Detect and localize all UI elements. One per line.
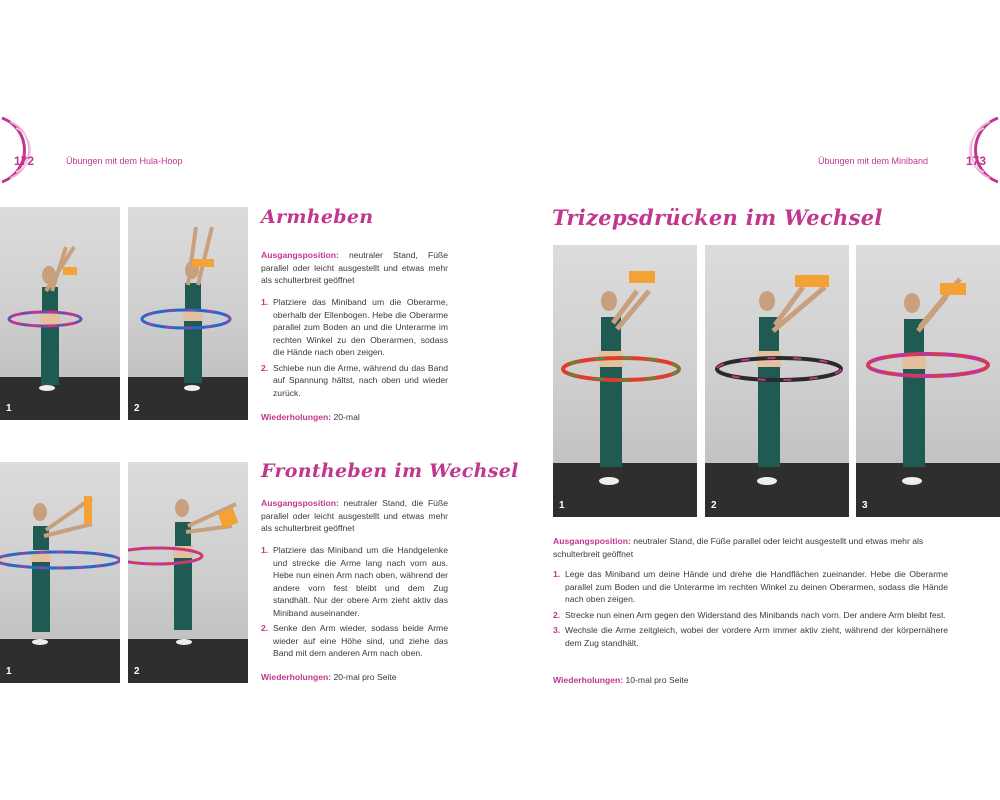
reps-value: 10-mal pro Seite bbox=[623, 675, 689, 685]
exercise-photo bbox=[0, 462, 120, 683]
page-number-right: 173 bbox=[966, 154, 987, 168]
exercise-photo bbox=[553, 245, 697, 517]
step-text: Lege das Miniband um deine Hände und drehe die Handflächen zueinander. Hebe die Oberarme parallel zum Boden und die Unterarme im rechten Winkel zu deinen Oberarmen, sodass die Hände nach oben zeigen. bbox=[565, 569, 948, 604]
woman-hoop-figure bbox=[705, 245, 849, 517]
start-text: neutraler Stand, die Füße parallel oder leicht ausgestellt und etwas mehr als schulterbreit geöffnet bbox=[261, 498, 448, 533]
repetitions bbox=[261, 412, 360, 422]
running-head-right: Übungen mit dem Miniband bbox=[818, 156, 929, 166]
step-text: Strecke nun einen Arm gegen den Widerstand des Minibands nach vorn. Der andere Arm bleibt fest. bbox=[565, 609, 946, 620]
reps-label: Wiederholungen: bbox=[553, 675, 624, 685]
repetitions bbox=[553, 675, 689, 685]
exercise-photo bbox=[128, 207, 248, 420]
start-text: neutraler Stand, Füße parallel oder leicht ausgestellt und etwas mehr als schulterbreit geöffnet bbox=[261, 250, 448, 285]
running-head-left: Übungen mit dem Hula-Hoop bbox=[66, 156, 183, 166]
step-number: 1. bbox=[261, 297, 269, 307]
step-list bbox=[261, 544, 448, 663]
exercise-photo bbox=[128, 462, 248, 683]
photo-number: 2 bbox=[711, 500, 717, 511]
start-position bbox=[261, 249, 448, 287]
woman-hoop-figure bbox=[856, 245, 1000, 517]
step-number: 1. bbox=[261, 545, 269, 555]
repetitions bbox=[261, 672, 397, 682]
step-item bbox=[261, 544, 448, 619]
photo-number: 2 bbox=[134, 403, 140, 414]
exercise-photo bbox=[705, 245, 849, 517]
step-number: 2. bbox=[553, 609, 561, 620]
exercise-title: Frontheben im Wechsel bbox=[261, 460, 519, 482]
step-list bbox=[261, 296, 448, 402]
step-item bbox=[553, 609, 948, 622]
woman-hoop-figure bbox=[0, 462, 120, 683]
step-number: 2. bbox=[261, 362, 269, 373]
exercise-photo bbox=[0, 207, 120, 420]
step-number: 2. bbox=[261, 623, 269, 633]
step-item bbox=[261, 622, 448, 660]
exercise-title: Trizepsdrücken im Wechsel bbox=[552, 205, 883, 230]
header-arc-left bbox=[0, 112, 64, 186]
step-text: Platziere das Miniband um die Oberarme, oberhalb der Ellenbogen. Hebe die Oberarme parallel zum Boden an und die Unterarme im rechten Winkel zu den Oberarmen, sodass die Hände nach oben zeigen. bbox=[273, 297, 448, 357]
step-text: Senke den Arm wieder, sodass beide Arme wieder auf eine Höhe sind, und ziehe das Band mit dem anderen Arm nach oben. bbox=[273, 623, 448, 658]
reps-value: 20-mal pro Seite bbox=[331, 672, 397, 682]
start-text: neutraler Stand, die Füße parallel oder leicht ausgestellt und etwas mehr als schulterbreit geöffnet bbox=[553, 536, 924, 559]
page-number-left: 172 bbox=[14, 154, 35, 168]
photo-number: 1 bbox=[6, 666, 12, 677]
step-item bbox=[553, 568, 948, 606]
step-item bbox=[261, 362, 448, 400]
step-text: Wechsle die Arme zeitgleich, wobei der vordere Arm immer aktiv zieht, während der körpernähere dem Zug standhält. bbox=[565, 625, 948, 648]
header-arc-right bbox=[936, 112, 1000, 186]
step-text: Schiebe nun die Arme, während du das Band auf Spannung hältst, nach oben und wieder zurück. bbox=[273, 362, 448, 398]
woman-hoop-figure bbox=[553, 245, 697, 517]
start-label: Ausgangsposition: bbox=[261, 250, 339, 260]
start-position bbox=[553, 535, 948, 560]
step-list bbox=[553, 568, 948, 652]
start-label: Ausgangsposition: bbox=[261, 498, 339, 508]
step-number: 1. bbox=[553, 569, 561, 579]
reps-value: 20-mal bbox=[331, 412, 360, 422]
exercise-photo bbox=[856, 245, 1000, 517]
step-number: 3. bbox=[553, 625, 561, 635]
photo-number: 2 bbox=[134, 666, 140, 677]
step-item bbox=[553, 624, 948, 649]
woman-hoop-figure bbox=[128, 462, 248, 683]
reps-label: Wiederholungen: bbox=[261, 412, 332, 422]
exercise-title: Armheben bbox=[261, 206, 374, 228]
step-item bbox=[261, 296, 448, 359]
step-text: Platziere das Miniband um die Handgelenke und strecke die Arme lang nach vorn aus. Hebe nun einen Arm nach oben, während der andere vorn fest bleibt und dem Zug standhält. Nur der obere Arm zieht aktiv das Miniband auseinander. bbox=[273, 545, 448, 618]
photo-number: 3 bbox=[862, 500, 868, 511]
start-position bbox=[261, 497, 448, 535]
reps-label: Wiederholungen: bbox=[261, 672, 332, 682]
woman-hoop-figure bbox=[128, 207, 248, 420]
woman-hoop-figure bbox=[0, 207, 120, 420]
start-label: Ausgangsposition: bbox=[553, 536, 631, 546]
photo-number: 1 bbox=[6, 403, 12, 414]
photo-number: 1 bbox=[559, 500, 565, 511]
